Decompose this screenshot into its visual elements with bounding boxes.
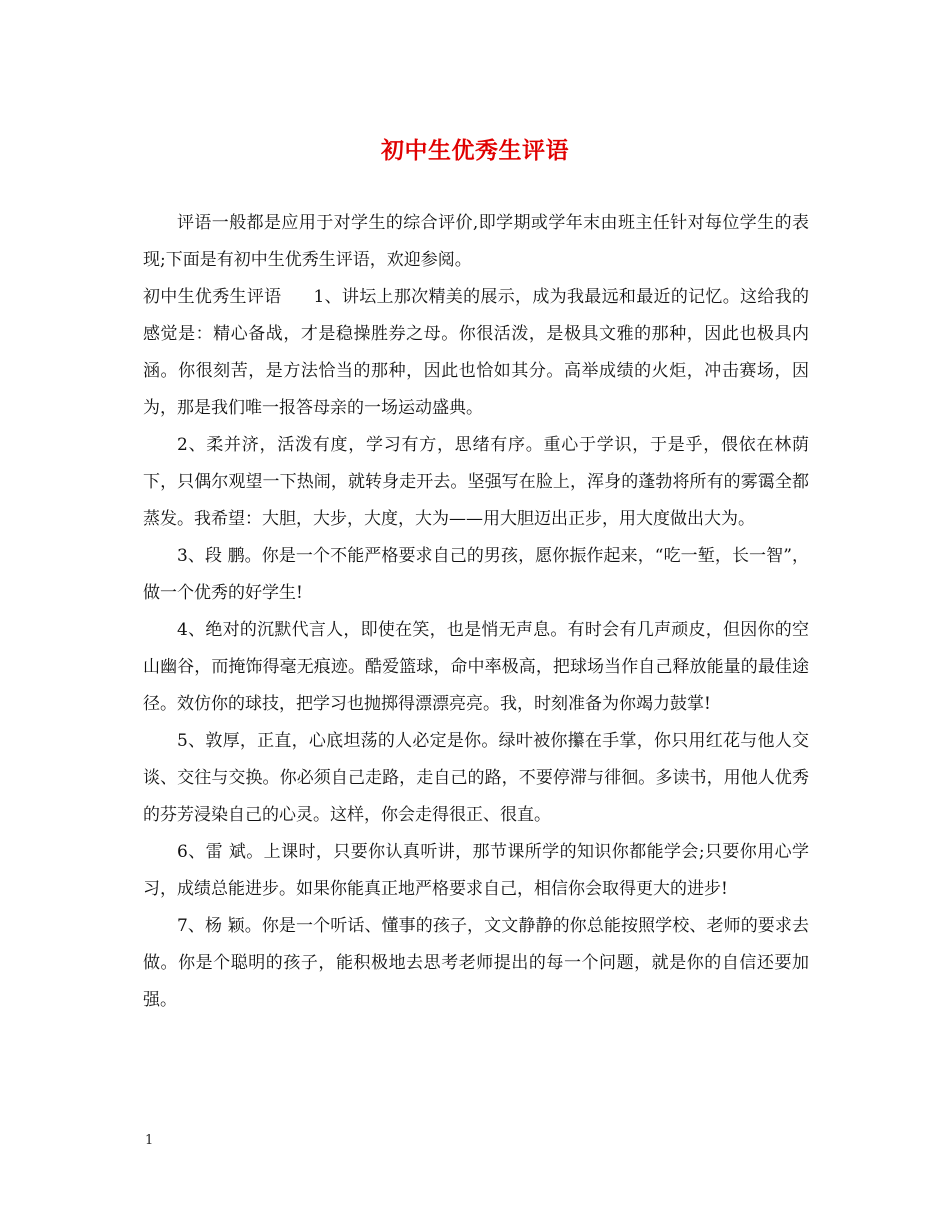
comment-paragraph-4: 4、绝对的沉默代言人，即使在笑，也是悄无声息。有时会有几声顽皮，但因你的空山幽谷，而掩饰得毫无痕迹。酷爱篮球，命中率极高，把球场当作自己释放能量的最佳途径。效仿你的球技，把学习也抛掷得漂漂亮亮。我，时刻准备为你竭力鼓掌! bbox=[143, 620, 809, 714]
document-title: 初中生优秀生评语 bbox=[381, 138, 569, 164]
comment-paragraph-1 bbox=[143, 279, 809, 427]
document-body bbox=[143, 205, 809, 1019]
intro-paragraph: 评语一般都是应用于对学生的综合评价,即学期或学年末由班主任针对每位学生的表现;下面是有初中生优秀生评语，欢迎参阅。 bbox=[143, 213, 809, 270]
comment-paragraph-6: 6、雷 斌。上课时，只要你认真听讲，那节课所学的知识你都能学会;只要你用心学习，成绩总能进步。如果你能真正地严格要求自己，相信你会取得更大的进步! bbox=[143, 842, 809, 899]
comment-paragraph-5: 5、敦厚，正直，心底坦荡的人必定是你。绿叶被你攥在手掌，你只用红花与他人交谈、交往与交换。你必须自己走路，走自己的路，不要停滞与徘徊。多读书，用他人优秀的芬芳浸染自己的心灵。这样，你会走得很正、很直。 bbox=[143, 731, 809, 825]
comment-1-text: 1、讲坛上那次精美的展示，成为我最远和最近的记忆。这给我的感觉是：精心备战，才是稳操胜券之母。你很活泼，是极具文雅的那种，因此也极具内涵。你很刻苦，是方法恰当的那种，因此也恰如其分。高举成绩的火炬，冲击赛场，因为，那是我们唯一报答母亲的一场运动盛典。 bbox=[143, 287, 809, 418]
section-label: 初中生优秀生评语 bbox=[143, 287, 282, 307]
page-number: 1 bbox=[145, 1133, 154, 1148]
comment-paragraph-3: 3、段 鹏。你是一个不能严格要求自己的男孩，愿你振作起来，“吃一堑，长一智”，做一个优秀的好学生! bbox=[143, 546, 809, 603]
comment-paragraph-2: 2、柔并济，活泼有度，学习有方，思绪有序。重心于学识，于是乎，偎依在林荫下，只偶尔观望一下热闹，就转身走开去。坚强写在脸上，浑身的蓬勃将所有的雾霭全都蒸发。我希望：大胆，大步，大度，大为——用大胆迈出正步，用大度做出大为。 bbox=[143, 435, 809, 529]
comment-paragraph-7: 7、杨 颖。你是一个听话、懂事的孩子，文文静静的你总能按照学校、老师的要求去做。你是个聪明的孩子，能积极地去思考老师提出的每一个问题，就是你的自信还要加强。 bbox=[143, 916, 809, 1010]
